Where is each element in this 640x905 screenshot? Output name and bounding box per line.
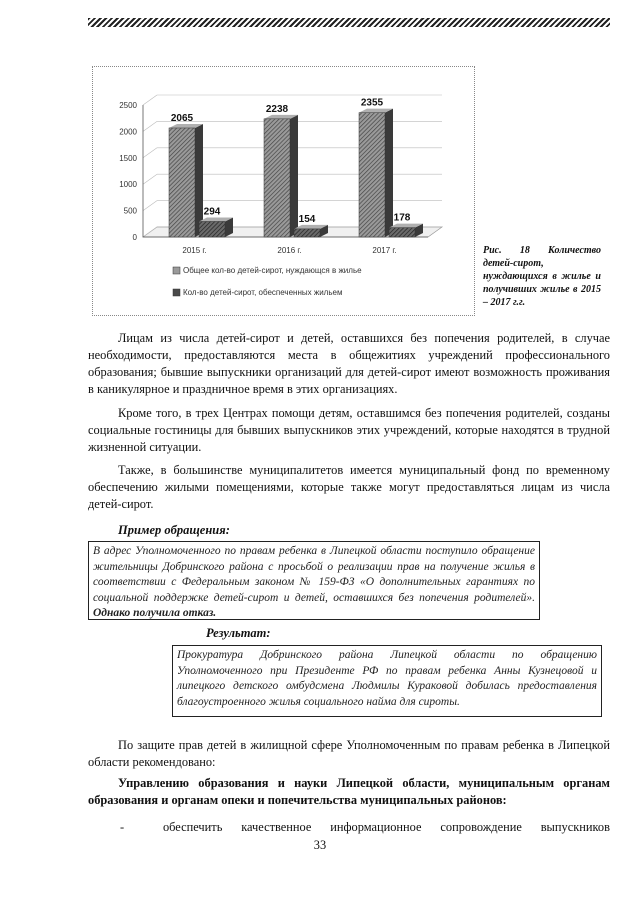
data-label: 2065	[170, 112, 194, 124]
example-label: Пример обращения:	[118, 523, 230, 537]
gridline-side	[143, 121, 157, 131]
paragraph-4: По защите прав детей в жилищной сфере Уполномоченным по правам ребенка в Липецкой области рекомендовано:	[88, 738, 610, 769]
result-box	[172, 645, 602, 717]
bullet-word: обеспечить	[162, 820, 223, 834]
bullet-word: информационное	[330, 820, 422, 834]
bar-side	[385, 109, 393, 237]
result-text: Прокуратура Добринского района Липецкой области по обращению Уполномоченного при Президенте РФ по правам ребенка Анны Кузнецовой и липецкого детского омбудсмена Людмилы Кураковой добилась предоставления благоустроенного жилья социального найма для сироты.	[177, 649, 597, 708]
gridline-side	[143, 201, 157, 211]
paragraph-1: Лицам из числа детей-сирот и детей, оставшихся без попечения родителей, в случае необходимости, предоставляются места в общежитиях учреждений профессионального образования; бывшие выпускники организаций для детей-сирот имеют возможность проживания в каникулярное и праздничное время в этих организациях.	[88, 331, 610, 396]
x-tick-label: 2016 г.	[277, 246, 302, 255]
data-label: 2355	[360, 97, 384, 109]
bar-side	[290, 115, 298, 237]
bullet-dash: -	[120, 820, 125, 834]
bullet-word: выпускников	[540, 820, 610, 834]
bar-side	[195, 124, 203, 237]
example-text: В адрес Уполномоченного по правам ребенка в Липецкой области поступило обращение жительницы Добринского района с просьбой о реализации прав на получение жилья в соответствии с Федеральным законом № 159-ФЗ «О дополнительных гарантиях по социальной поддержке детей-сирот и детей, оставшихся без попечения родителей».	[93, 545, 535, 604]
bar-total	[264, 119, 290, 237]
result-label: Результат:	[206, 626, 271, 640]
bullet-line	[88, 820, 610, 835]
y-tick-label: 1000	[119, 180, 137, 190]
data-label: 154	[298, 213, 316, 225]
recommendation-heading: Управлению образования и науки Липецкой области, муниципальным органам образования и органам опеки и попечительства муниципальных районов:	[88, 776, 610, 807]
y-tick-label: 1500	[119, 153, 137, 163]
bar-total	[169, 128, 195, 237]
y-tick-label: 500	[123, 206, 137, 216]
header-decoration-bar	[88, 18, 610, 27]
paragraph-2: Кроме того, в трех Центрах помощи детям, оставшимся без попечения родителей, созданы социальные гостиницы для бывших выпускников этих учреждений, которые находятся в трудной жизненной ситуации.	[88, 406, 610, 454]
y-tick-label: 2500	[119, 101, 137, 110]
data-label: 2238	[265, 103, 289, 115]
data-label: 294	[203, 206, 221, 218]
gridline-side	[143, 174, 157, 184]
y-tick-label: 2000	[119, 127, 137, 137]
legend-label: Общее кол-во детей-сирот, нуждающся в жилье	[183, 266, 362, 275]
gridline-side	[143, 148, 157, 158]
y-tick-label: 0	[132, 233, 137, 242]
bar-housed	[389, 228, 415, 237]
chart-container	[92, 66, 475, 316]
page-number: 33	[313, 838, 327, 852]
bullet-word: сопровождение	[440, 820, 522, 834]
data-label: 178	[393, 212, 411, 224]
legend-swatch	[173, 289, 180, 296]
x-tick-label: 2015 г.	[182, 246, 207, 255]
paragraph-3: Также, в большинстве муниципалитетов имеется муниципальный фонд по временному обеспечению жилыми помещениями, которые также могут предоставляться лицам из числа детей-сирот.	[88, 463, 610, 511]
bar-total	[359, 113, 385, 237]
bar-housed	[294, 229, 320, 237]
example-box	[88, 541, 540, 620]
x-tick-label: 2017 г.	[372, 246, 397, 255]
legend-swatch	[173, 267, 180, 274]
gridline-side	[143, 95, 157, 105]
figure-caption: Рис. 18 Количество детей-сирот, нуждающихся в жилье и получивших жилье в 2015 – 2017 г.г.	[483, 245, 601, 308]
example-refusal: Однако получила отказ.	[93, 607, 217, 619]
bar-chart	[93, 67, 474, 315]
bullet-word: качественное	[241, 820, 312, 834]
legend-label: Кол-во детей-сирот, обеспеченных жильем	[183, 288, 343, 297]
bar-housed	[199, 221, 225, 237]
